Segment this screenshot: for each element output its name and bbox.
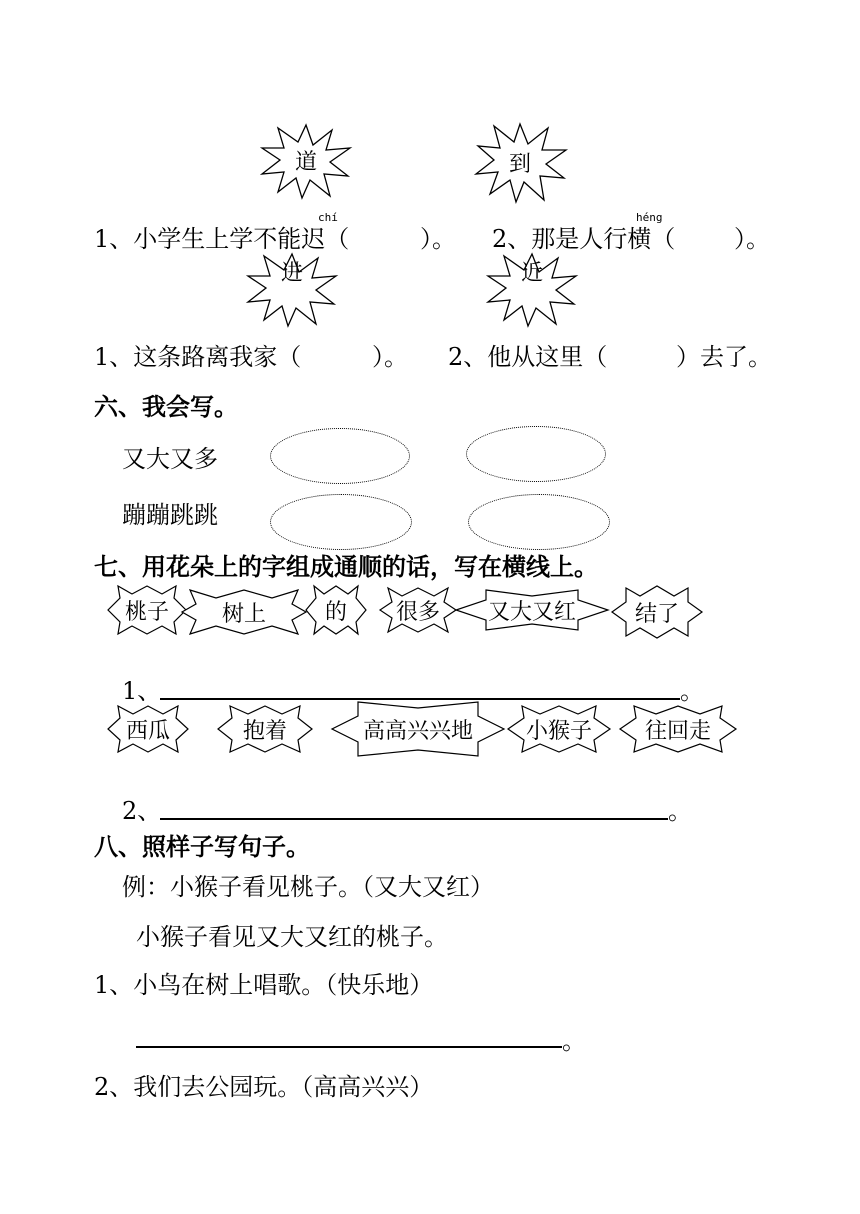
answer-oval[interactable] <box>466 426 606 482</box>
flower-word-text: 高高兴兴地 <box>362 718 473 744</box>
answer-oval[interactable] <box>468 494 610 550</box>
sentence-2-part-a: 2、那是人行横（ <box>492 225 676 253</box>
pinyin: chí <box>318 211 338 224</box>
sentence-1-part-a: 1、小学生上学不能迟（ <box>94 225 350 253</box>
star-char: 进 <box>280 260 303 286</box>
sec6-row-label: 又大又多 <box>122 445 218 473</box>
flower-word <box>380 588 456 632</box>
answer-line[interactable] <box>136 1046 562 1048</box>
star-label <box>484 250 580 328</box>
section-8-title: 八、照样子写句子。 <box>94 833 310 861</box>
answer-oval[interactable] <box>270 494 412 550</box>
question-1: 1、小鸟在树上唱歌。（快乐地） <box>94 971 434 999</box>
sec6-row-label: 蹦蹦跳跳 <box>122 501 218 529</box>
q2-end: 。 <box>668 797 692 825</box>
flower-word-text: 往回走 <box>644 718 711 744</box>
question-2: 2、我们去公园玩。（高高兴兴） <box>94 1073 434 1101</box>
q2-number: 2、 <box>122 797 162 825</box>
q1-end-mark: 。 <box>562 1027 586 1055</box>
flower-word <box>620 706 736 752</box>
sentence-1-part-b: ）。 <box>420 225 456 253</box>
answer-line[interactable] <box>160 818 668 820</box>
flower-word <box>306 586 366 634</box>
q1-end: 。 <box>680 677 704 705</box>
flower-word <box>218 706 312 752</box>
section-7-title: 七、用花朵上的字组成通顺的话，写在横线上。 <box>94 553 598 581</box>
star-char: 近 <box>520 260 543 286</box>
flower-word <box>332 702 504 756</box>
star-char: 到 <box>508 151 531 177</box>
sentence-4-part-b: ）去了。 <box>676 343 772 371</box>
flower-word-text: 桃子 <box>124 599 169 625</box>
flower-word <box>456 590 608 630</box>
pinyin: héng <box>636 211 663 224</box>
flower-word <box>108 706 188 752</box>
flower-word-text: 的 <box>324 599 347 625</box>
q1-number: 1、 <box>122 677 162 705</box>
flower-word-text: 树上 <box>221 601 266 627</box>
answer-oval[interactable] <box>270 428 410 484</box>
section-6-title: 六、我会写。 <box>94 393 238 421</box>
flower-word-text: 西瓜 <box>125 718 170 744</box>
flower-word <box>612 586 702 638</box>
star-char: 道 <box>294 149 317 175</box>
flower-word <box>508 706 610 752</box>
flower-word <box>182 590 306 634</box>
star-label <box>472 120 568 204</box>
star-label <box>258 120 354 200</box>
flower-word-text: 小猴子 <box>525 718 592 744</box>
star-label <box>244 250 340 328</box>
sentence-2-part-b: ）。 <box>734 225 770 253</box>
flower-word-text: 又大又红 <box>487 599 576 625</box>
example-answer: 小猴子看见又大又红的桃子。 <box>136 923 448 951</box>
sentence-4-part-a: 2、他从这里（ <box>448 343 608 371</box>
flower-word-text: 抱着 <box>242 718 287 744</box>
flower-word-text: 很多 <box>395 599 440 625</box>
sentence-3-part-a: 1、这条路离我家（ <box>94 343 302 371</box>
example-sentence: 例：小猴子看见桃子。（又大又红） <box>122 873 494 901</box>
answer-line[interactable] <box>160 698 680 700</box>
flower-word-text: 结了 <box>634 601 679 627</box>
sentence-3-part-b: ）。 <box>372 343 408 371</box>
flower-word <box>108 586 186 634</box>
